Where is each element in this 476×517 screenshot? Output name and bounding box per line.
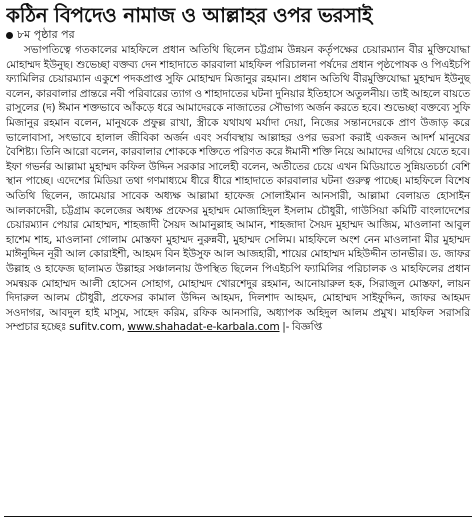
footer-tag: বিজ্ঞপ্তি	[291, 321, 323, 334]
footer-separator: |-	[282, 321, 290, 334]
article-body-text: সভাপতিত্বে গতকালের মাহফিলে প্রধান অতিথি ছিলেন চট্টগ্রাম উন্নয়ন কর্তৃপক্ষের চেয়ারম্যান বীর মুক্তিযোদ্ধা মোহাম্মদ ইউনুছ। শুভেচ্ছা বক্তব্য দেন শাহাদাতে কারবালা মাহফিল পরিচালনা পর্ষদের প্রধান পৃষ্ঠপোষক ও পিএইচপি ফ্যামিলির চেয়ারম্যান একুশে পদকপ্রাপ্ত সুফি মোহাম্মদ মিজানুর রহমান। প্রধান অতিথি বীরমুক্তিযোদ্ধা মুহাম্মদ ইউনুছ বলেন, কারবালার প্রান্তরে নবী পরিবারের ত্যাগ ও শাহাদাতের ঘটনা দুনিয়ার ইতিহাসে অতুলনীয়। তাই আহলে বায়তে রাসুলের (দ) ঈমান শক্তভাবে আঁকড়ে ধরে আমাদেরকে নাজাতের সৌভাগ্য অর্জন করতে হবে। শুভেচ্ছা বক্তব্যে সুফি মিজানুর রহমান বলেন, মানুষকে প্রফুল্ল রাখা, স্ত্রীকে যথাযথ মর্যাদা দেয়া, নিজের সন্তানদেরকে প্রাণ উজাড় করে ভালোবাসা, সৎভাবে হালাল জীবিকা অর্জন এবং সর্বাবস্থায় আল্লাহর ওপর ভরসা করাই একজন আদর্শ মানুষের বৈশিষ্ট্য। তিনি আরো বলেন, কারবালার শোককে শক্তিতে পরিণত করে ঈমানী শক্তি নিয়ে আমাদের এগিয়ে যেতে হবে। ইফা গভর্নর আল্লামা মুহাম্মদ কফিল উদ্দিন সরকার সালেহী বলেন, অতীতের চেয়ে এখন মিডিয়াতে সুন্নিয়তচর্চা বেশি স্থান পাচ্ছে। এদেশের মিডিয়া তথা গণমাধ্যমে ধীরে ধীরে শাহাদাতে কারবালার ঘটনা গুরুত্ব পাচ্ছে। মাহফিলে বিশেষ অতিথি ছিলেন, জামেয়ার সাবেক অধ্যক্ষ আল্লামা হাফেজ সোলাইমান আনসারী, আল্লামা বেলায়ত হোসাইন আলকাদেরী, চট্টগ্রাম কলেজের অধ্যক্ষ প্রফেসর মুহাম্মদ মোজাহিদুল ইসলাম চৌধুরী, গাউসিয়া কমিটি বাংলাদেশের চেয়ারম্যান পেয়ার মোহাম্মদ, শাহজাদী সৈয়দ আমানুল্লাহ আমান, শাহজাদা সৈয়দ মুহাম্মদ আজিম, মাওলানা আবুল হাশেম শাহ, মাওলানা গোলাম মোস্তফা মুহাম্মদ নুরুন্নবী, মুহাম্মদ সেলিম। মাহফিলে অংশ নেন মাওলানা মীর মুহাম্মদ মাঈনুদ্দিন নূরী আল কোরাইশী, আহমদ বিন ইউসুফ আল আজহারী, শায়ের মোহাম্মদ মহিউদ্দীন তানভীর। ড. জাফর উল্লাহ ও হাফেজ ছালামত উল্লাহর সঞ্চালনায় উপস্থিত ছিলেন পিএইচপি ফ্যামিলির পরিচালক ও মাহফিলের প্রধান সমন্বয়ক মোহাম্মদ আলী হোসেন সোহাগ, মোহাম্মদ খোরশেদুর রহমান, আনোয়ারুল হক, সিরাজুল মোস্তফা, লায়ন দিদারুল আলম চৌধুরী, প্রফেসর কামাল উদ্দিন আহমদ, দিলশাদ আহমদ, মোহাম্মদ সাইফুদ্দিন, জাফর আহমদ সওদাগর, আবদুল হাই মাসুম, সাহেদ করিম, রফিক আনসারি, অধ্যাপক অহিদুল আলম প্রমুখ। মাহফিল সরাসরি সম্প্রচার হচ্ছেঃ	[6, 44, 470, 334]
bullet-icon	[6, 32, 13, 39]
continued-from-page: ৮ম পৃষ্ঠার পর	[17, 28, 75, 41]
footer-url-1[interactable]: sufitv.com	[69, 321, 122, 334]
article-headline: কঠিন বিপদেও নামাজ ও আল্লাহর ওপর ভরসাই	[6, 3, 373, 27]
footer-url-2[interactable]: www.shahadat-e-karbala.com	[127, 321, 280, 334]
continuation-note	[6, 28, 472, 42]
article-body: সভাপতিত্বে গতকালের মাহফিলে প্রধান অতিথি ছিলেন চট্টগ্রাম উন্নয়ন কর্তৃপক্ষের চেয়ারম্যান বীর মুক্তিযোদ্ধা মোহাম্মদ ইউনুছ। শুভেচ্ছা বক্তব্য দেন শাহাদাতে কারবালা মাহফিল পরিচালনা পর্ষদের প্রধান পৃষ্ঠপোষক ও পিএইচপি ফ্যামিলির চেয়ারম্যান একুশে পদকপ্রাপ্ত সুফি মোহাম্মদ মিজানুর রহমান। প্রধান অতিথি বীরমুক্তিযোদ্ধা মুহাম্মদ ইউনুছ বলেন, কারবালার প্রান্তরে নবী পরিবারের ত্যাগ ও শাহাদাতের ঘটনা দুনিয়ার ইতিহাসে অতুলনীয়। তাই আহলে বায়তে রাসুলের (দ) ঈমান শক্তভাবে আঁকড়ে ধরে আমাদেরকে নাজাতের সৌভাগ্য অর্জন করতে হবে। শুভেচ্ছা বক্তব্যে সুফি মিজানুর রহমান বলেন, মানুষকে প্রফুল্ল রাখা, স্ত্রীকে যথাযথ মর্যাদা দেয়া, নিজের সন্তানদেরকে প্রাণ উজাড় করে ভালোবাসা, সৎভাবে হালাল জীবিকা অর্জন এবং সর্বাবস্থায় আল্লাহর ওপর ভরসা করাই একজন আদর্শ মানুষের বৈশিষ্ট্য। তিনি আরো বলেন, কারবালার শোককে শক্তিতে পরিণত করে ঈমানী শক্তি নিয়ে আমাদের এগিয়ে যেতে হবে। ইফা গভর্নর আল্লামা মুহাম্মদ কফিল উদ্দিন সরকার সালেহী বলেন, অতীতের চেয়ে এখন মিডিয়াতে সুন্নিয়তচর্চা বেশি স্থান পাচ্ছে। এদেশের মিডিয়া তথা গণমাধ্যমে ধীরে ধীরে শাহাদাতে কারবালার ঘটনা গুরুত্ব পাচ্ছে। মাহফিলে বিশেষ অতিথি ছিলেন, জামেয়ার সাবেক অধ্যক্ষ আল্লামা হাফেজ সোলাইমান আনসারী, আল্লামা বেলায়ত হোসাইন আলকাদেরী, চট্টগ্রাম কলেজের অধ্যক্ষ প্রফেসর মুহাম্মদ মোজাহিদুল ইসলাম চৌধুরী, গাউসিয়া কমিটি বাংলাদেশের চেয়ারম্যান পেয়ার মোহাম্মদ, শাহজাদী সৈয়দ আমানুল্লাহ আমান, শাহজাদা সৈয়দ মুহাম্মদ আজিম, মাওলানা আবুল হাশেম শাহ, মাওলানা গোলাম মোস্তফা মুহাম্মদ নুরুন্নবী, মুহাম্মদ সেলিম। মাহফিলে অংশ নেন মাওলানা মীর মুহাম্মদ মাঈনুদ্দিন নূরী আল কোরাইশী, আহমদ বিন ইউসুফ আল আজহারী, শায়ের মোহাম্মদ মহিউদ্দীন তানভীর। ড. জাফর উল্লাহ ও হাফেজ ছালামত উল্লাহর সঞ্চালনায় উপস্থিত ছিলেন পিএইচপি ফ্যামিলির পরিচালক ও মাহফিলের প্রধান সমন্বয়ক মোহাম্মদ আলী হোসেন সোহাগ, মোহাম্মদ খোরশেদুর রহমান, আনোয়ারুল হক, সিরাজুল মোস্তফা, লায়ন দিদারুল আলম চৌধুরী, প্রফেসর কামাল উদ্দিন আহমদ, দিলশাদ আহমদ, মোহাম্মদ সাইফুদ্দিন, জাফর আহমদ সওদাগর, আবদুল হাই মাসুম, সাহেদ করিম, রফিক আনসারি, অধ্যাপক অহিদুল আলম প্রমুখ। মাহফিল সরাসরি সম্প্রচার হচ্ছেঃ sufitv.com, www.shahadat-e-karbala.com |- বিজ্ঞপ্তি	[6, 44, 470, 334]
